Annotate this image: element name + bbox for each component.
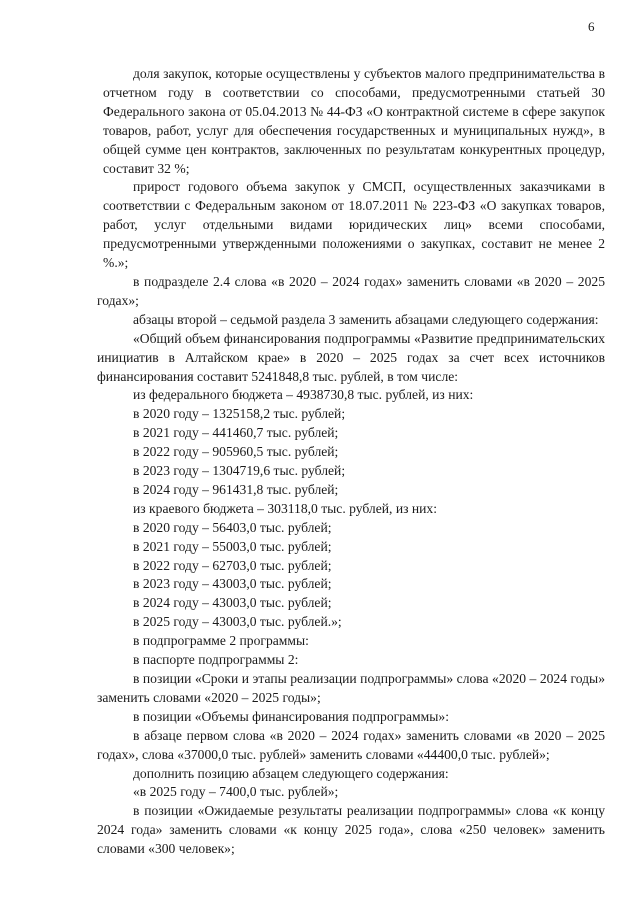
page-number: 6 — [588, 19, 595, 34]
list-item: из федерального бюджета – 4938730,8 тыс. рублей, из них: — [133, 387, 474, 403]
paragraph: в подразделе 2.4 слова «в 2020 – 2024 годах» заменить словами «в 2020 – 2025 годах»; — [97, 273, 605, 308]
list-item: в 2023 году – 1304719,6 тыс. рублей; — [133, 463, 346, 479]
list-item: в 2021 году – 441460,7 тыс. рублей; — [133, 425, 339, 441]
paragraph: в позиции «Сроки и этапы реализации подпрограммы» слова «2020 – 2024 годы» заменить словами «2020 – 2025 годы»; — [97, 671, 605, 705]
list-item: в 2024 году – 961431,8 тыс. рублей; — [133, 481, 339, 497]
paragraph: в позиции «Ожидаемые результаты реализации подпрограммы» слова «к концу 2024 года» заменить словами «к концу 2025 года», слова «250 человек» заменить словами «300 человек»; — [97, 803, 605, 857]
list-item: из краевого бюджета – 303118,0 тыс. рублей, из них: — [133, 500, 437, 516]
list-item: в 2024 году – 43003,0 тыс. рублей; — [133, 595, 332, 611]
paragraph: «Общий объем финансирования подпрограммы «Развитие предпринимательских инициатив в Алтайском крае» в 2020 – 2025 годах за счет всех источников финансирования составит 5241848,8 тыс. рублей, в том числе: — [97, 330, 605, 384]
paragraph: абзацы второй – седьмой раздела 3 заменить абзацами следующего содержания: — [133, 311, 599, 327]
list-item: «в 2025 году – 7400,0 тыс. рублей»; — [133, 784, 339, 800]
paragraph: прирост годового объема закупок у СМСП, осуществленных заказчиками в соответствии с Федеральным законом от 18.07.2011 № 223-ФЗ «О закупках товаров, работ, услуг отдельными видами юридических лиц» всеми способами, предусмотренными утвержденными положениями о закупках, составит не менее 2 %.»; — [103, 179, 605, 271]
list-item: в позиции «Объемы финансирования подпрограммы»: — [133, 708, 449, 724]
paragraph: в абзаце первом слова «в 2020 – 2024 годах» заменить словами «в 2020 – 2025 годах», слова «37000,0 тыс. рублей» заменить словами «44400,0 тыс. рублей»; — [97, 727, 605, 762]
list-item: в паспорте подпрограммы 2: — [133, 652, 299, 668]
paragraph: доля закупок, которые осуществлены у субъектов малого предпринимательства в отчетном году в соответствии со способами, предусмотренными статьей 30 Федерального закона от 05.04.2013 № 44-ФЗ «О контрактной системе в сфере закупок товаров, работ, услуг для обеспечения государственных и муниципальных нужд», в общей сумме цен контрактов, заключенных по результатам конкурентных процедур, составит 32 %; — [103, 66, 605, 176]
list-item: в 2020 году – 56403,0 тыс. рублей; — [133, 519, 332, 535]
list-item: в 2021 году – 55003,0 тыс. рублей; — [133, 538, 332, 554]
list-item: в 2022 году – 62703,0 тыс. рублей; — [133, 557, 332, 573]
document-body — [97, 65, 605, 859]
list-item: в 2020 году – 1325158,2 тыс. рублей; — [133, 406, 346, 422]
list-item: дополнить позицию абзацем следующего содержания: — [133, 765, 449, 781]
list-item: в 2022 году – 905960,5 тыс. рублей; — [133, 444, 339, 460]
list-item: в 2023 году – 43003,0 тыс. рублей; — [133, 576, 332, 592]
list-item: в 2025 году – 43003,0 тыс. рублей.»; — [133, 614, 342, 630]
list-item: в подпрограмме 2 программы: — [133, 633, 309, 649]
